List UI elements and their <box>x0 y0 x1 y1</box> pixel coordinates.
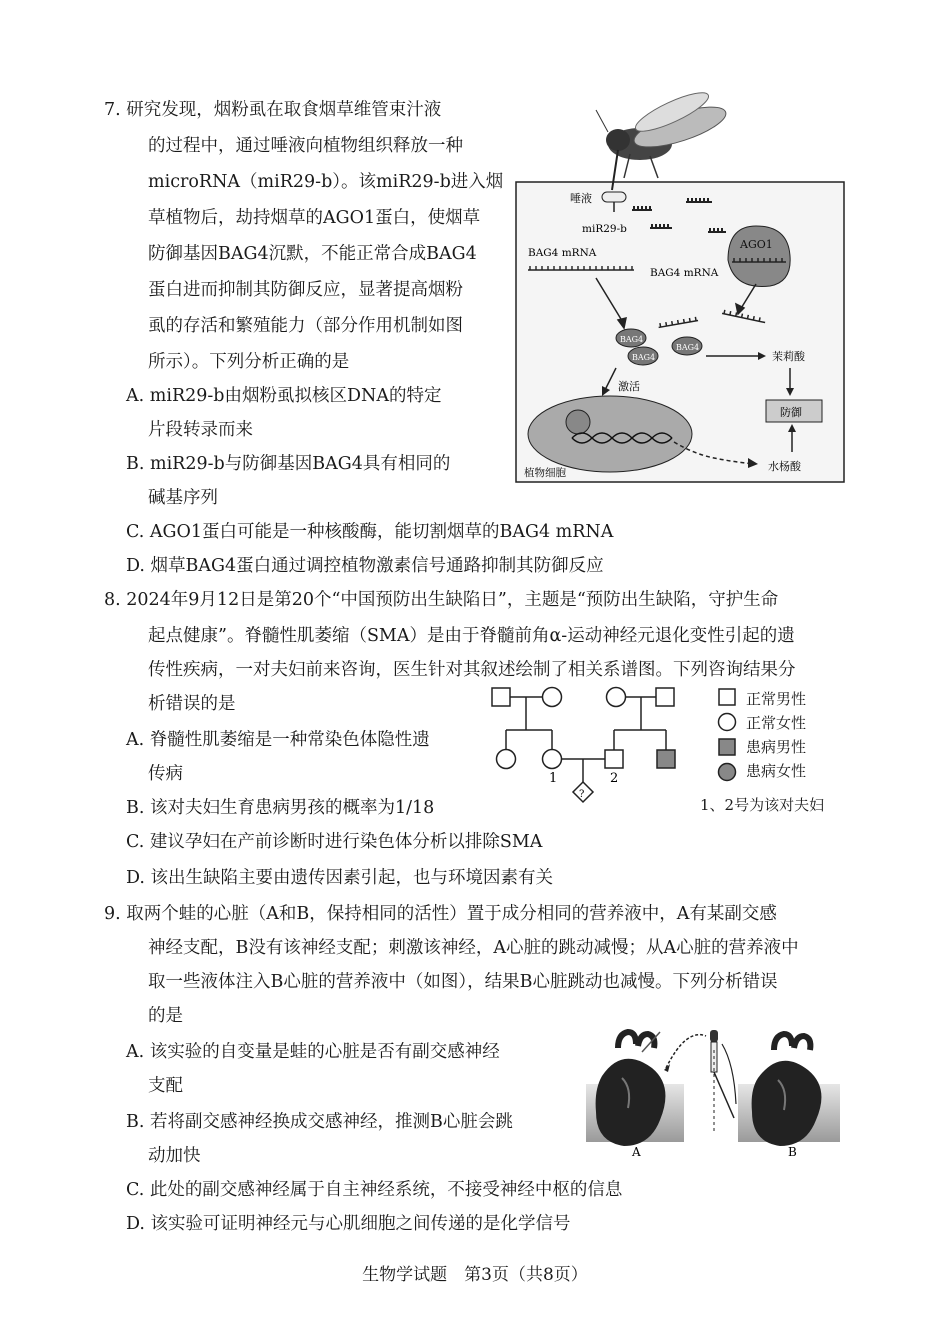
q7-option-c[interactable]: C. AGO1蛋白可能是一种核酸酶，能切割烟草的BAG4 mRNA <box>126 522 614 542</box>
legend-affected-female: 患病女性 <box>746 762 807 780</box>
bag4-mrna-right-label: BAG4 mRNA <box>650 267 719 279</box>
q9-option-b-cont: 动加快 <box>148 1146 201 1166</box>
legend-normal-male: 正常男性 <box>746 690 807 708</box>
q7-stem-line: 蛋白进而抑制其防御反应，显著提高烟粉 <box>148 280 463 300</box>
bag4-mrna-left-label: BAG4 mRNA <box>528 247 597 259</box>
q7-stem-line: 7. 研究发现，烟粉虱在取食烟草维管束汁液 <box>104 100 442 120</box>
heart-b-label: B <box>788 1145 797 1159</box>
q7-stem-line: 所示）。下列分析正确的是 <box>148 352 350 372</box>
legend-normal-female-icon <box>719 714 736 731</box>
q7-stem-line: 的过程中，通过唾液向植物组织释放一种 <box>148 136 463 156</box>
pedigree-normal-female <box>497 750 516 769</box>
q9-option-a-cont: 支配 <box>148 1076 183 1096</box>
pedigree-label-1: 1 <box>549 771 558 786</box>
activate-label: 激活 <box>618 380 640 393</box>
saliva-label: 唾液 <box>570 192 592 205</box>
pedigree-normal-female <box>607 688 626 707</box>
q7-stem-line: 虱的存活和繁殖能力（部分作用机制如图 <box>148 316 463 336</box>
pedigree-note: 1、2号为该对夫妇 <box>700 796 825 814</box>
jasmonic-acid-label: 茉莉酸 <box>772 350 805 363</box>
pedigree-normal-male <box>656 688 674 706</box>
q8-stem-line: 析错误的是 <box>148 694 236 714</box>
q8-option-b[interactable]: B. 该对夫妇生育患病男孩的概率为1/18 <box>126 798 435 818</box>
page-footer: 生物学试题 第3页（共8页） <box>362 1265 588 1285</box>
q7-mechanism-figure <box>500 92 850 484</box>
pedigree-label-2: 2 <box>610 771 619 786</box>
legend-normal-male-icon <box>719 689 735 705</box>
pedigree-unknown-mark: ? <box>579 789 585 800</box>
q8-option-d[interactable]: D. 该出生缺陷主要由遗传因素引起，也与环境因素有关 <box>126 868 554 888</box>
q7-stem-line: 草植物后，劫持烟草的AGO1蛋白，使烟草 <box>148 208 481 228</box>
saliva-capsule-icon <box>602 192 626 202</box>
heart-b-icon <box>752 1034 822 1146</box>
whitefly-icon <box>596 92 730 190</box>
q7-option-b-cont: 碱基序列 <box>148 488 218 508</box>
q8-option-a[interactable]: A. 脊髓性肌萎缩是一种常染色体隐性遗 <box>126 730 430 750</box>
q9-stem-line: 的是 <box>148 1006 183 1026</box>
svg-text:BAG4: BAG4 <box>676 343 700 352</box>
legend-affected-male-icon <box>719 739 735 755</box>
pedigree-normal-male <box>492 688 510 706</box>
heart-a-label: A <box>632 1145 641 1159</box>
q7-stem-line: 防御基因BAG4沉默，不能正常合成BAG4 <box>148 244 477 264</box>
q8-stem-line: 传性疾病，一对夫妇前来咨询，医生针对其叙述绘制了相关系谱图。下列咨询结果分 <box>148 660 796 680</box>
q9-option-d[interactable]: D. 该实验可证明神经元与心肌细胞之间传递的是化学信号 <box>126 1214 571 1234</box>
q7-stem-line: microRNA（miR29-b）。该miR29-b进入烟 <box>148 172 504 192</box>
plant-cell-label: 植物细胞 <box>524 467 566 479</box>
q7-option-b[interactable]: B. miR29-b与防御基因BAG4具有相同的 <box>126 454 451 474</box>
defense-label: 防御 <box>780 406 802 419</box>
q8-pedigree-chart <box>486 684 696 806</box>
q7-option-a-cont: 片段转录而来 <box>148 420 253 440</box>
q9-stem-line: 神经支配，B没有该神经支配；刺激该神经，A心脏的跳动减慢；从A心脏的营养液中 <box>148 938 799 958</box>
q9-stem-line: 取一些液体注入B心脏的营养液中（如图），结果B心脏跳动也减慢。下列分析错误 <box>148 972 778 992</box>
q8-pedigree-legend <box>716 686 866 782</box>
legend-normal-female: 正常女性 <box>746 714 807 732</box>
q9-option-a[interactable]: A. 该实验的自变量是蛙的心脏是否有副交感神经 <box>126 1042 500 1062</box>
pedigree-affected-male <box>657 750 675 768</box>
q9-hearts-figure <box>582 1028 844 1162</box>
q8-stem-line: 起点健康”。脊髓性肌萎缩（SMA）是由于脊髓前角α-运动神经元退化变性引起的遗 <box>148 626 795 646</box>
ago1-protein-icon <box>728 226 790 286</box>
pedigree-normal-female <box>543 688 562 707</box>
legend-affected-male: 患病男性 <box>746 738 807 756</box>
q9-stem-line: 9. 取两个蛙的心脏（A和B，保持相同的活性）置于成分相同的营养液中，A有某副交感 <box>104 904 777 924</box>
salicylic-acid-label: 水杨酸 <box>768 460 801 473</box>
q8-option-a-cont: 传病 <box>148 764 183 784</box>
q8-stem-line: 8. 2024年9月12日是第20个“中国预防出生缺陷日”，主题是“预防出生缺陷，守护生命 <box>104 590 779 610</box>
q8-option-c[interactable]: C. 建议孕妇在产前诊断时进行染色体分析以排除SMA <box>126 832 543 852</box>
legend-affected-female-icon <box>719 764 736 781</box>
heart-a-icon <box>596 1032 666 1146</box>
q7-option-d[interactable]: D. 烟草BAG4蛋白通过调控植物激素信号通路抑制其防御反应 <box>126 556 604 576</box>
svg-text:BAG4: BAG4 <box>632 353 656 362</box>
q7-option-a[interactable]: A. miR29-b由烟粉虱拟核区DNA的特定 <box>126 386 442 406</box>
pedigree-normal-female <box>543 750 562 769</box>
q9-option-c[interactable]: C. 此处的副交感神经属于自主神经系统，不接受神经中枢的信息 <box>126 1180 623 1200</box>
svg-text:BAG4: BAG4 <box>620 335 644 344</box>
mir-label: miR29-b <box>582 223 627 235</box>
ago1-label: AGO1 <box>740 238 773 251</box>
q9-option-b[interactable]: B. 若将副交感神经换成交感神经，推测B心脏会跳 <box>126 1112 513 1132</box>
pedigree-normal-male <box>605 750 623 768</box>
